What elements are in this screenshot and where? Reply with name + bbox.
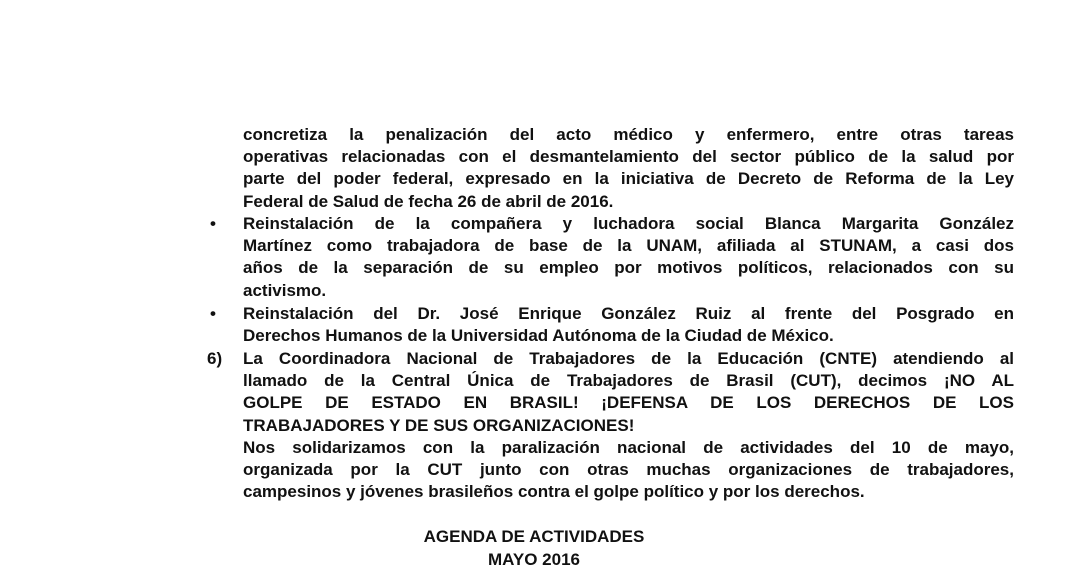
paragraph-line: parte del poder federal, expresado en la iniciativa de Decreto de Reforma de la Ley <box>243 169 1014 189</box>
paragraph-line: operativas relacionadas con el desmantelamiento del sector público de la salud por <box>243 147 1014 167</box>
item-number-marker: 6) <box>207 349 223 368</box>
item-line: organizada por la CUT junto con otras muchas organizaciones de trabajadores, <box>243 459 1014 479</box>
bullet-line: Martínez como trabajadora de base de la UNAM, afiliada al STUNAM, a casi dos <box>243 236 1014 256</box>
item-line: Nos solidarizamos con la paralización nacional de actividades del 10 de mayo, <box>243 437 1014 457</box>
bullet-marker: • <box>210 304 216 323</box>
item-line: llamado de la Central Única de Trabajadores de Brasil (CUT), decimos ¡NO AL <box>243 371 1014 391</box>
bullet-line: Derechos Humanos de la Universidad Autónoma de la Ciudad de México. <box>243 326 834 346</box>
item-line: La Coordinadora Nacional de Trabajadores de la Educación (CNTE) atendiendo al <box>243 349 1014 368</box>
agenda-title: AGENDA DE ACTIVIDADES <box>423 527 645 546</box>
bullet-item-reinstatement-jose <box>243 303 1014 347</box>
bullet-line: activismo. <box>243 280 327 300</box>
bullet-line: Reinstalación de la compañera y luchadora social Blanca Margarita González <box>243 214 1014 233</box>
item-6-paragraph <box>243 348 1014 503</box>
bullet-line: años de la separación de su empleo por motivos políticos, relacionados con su <box>243 258 1014 278</box>
paragraph-line: concretiza la penalización del acto médico y enfermero, entre otras tareas <box>243 125 1014 144</box>
bullet-item-reinstatement-blanca <box>243 213 1014 302</box>
paragraph-line: Federal de Salud de fecha 26 de abril de 2016. <box>243 191 614 211</box>
item-line: TRABAJADORES Y DE SUS ORGANIZACIONES! <box>243 415 635 435</box>
agenda-subtitle: MAYO 2016 <box>488 550 580 569</box>
item-line: GOLPE DE ESTADO EN BRASIL! ¡DEFENSA DE LOS DERECHOS DE LOS <box>243 393 1014 413</box>
bullet-marker: • <box>210 214 216 233</box>
continuation-paragraph <box>243 124 1014 213</box>
bullet-line: Reinstalación del Dr. José Enrique González Ruiz al frente del Posgrado en <box>243 304 1014 323</box>
item-line: campesinos y jóvenes brasileños contra el golpe político y por los derechos. <box>243 482 865 502</box>
